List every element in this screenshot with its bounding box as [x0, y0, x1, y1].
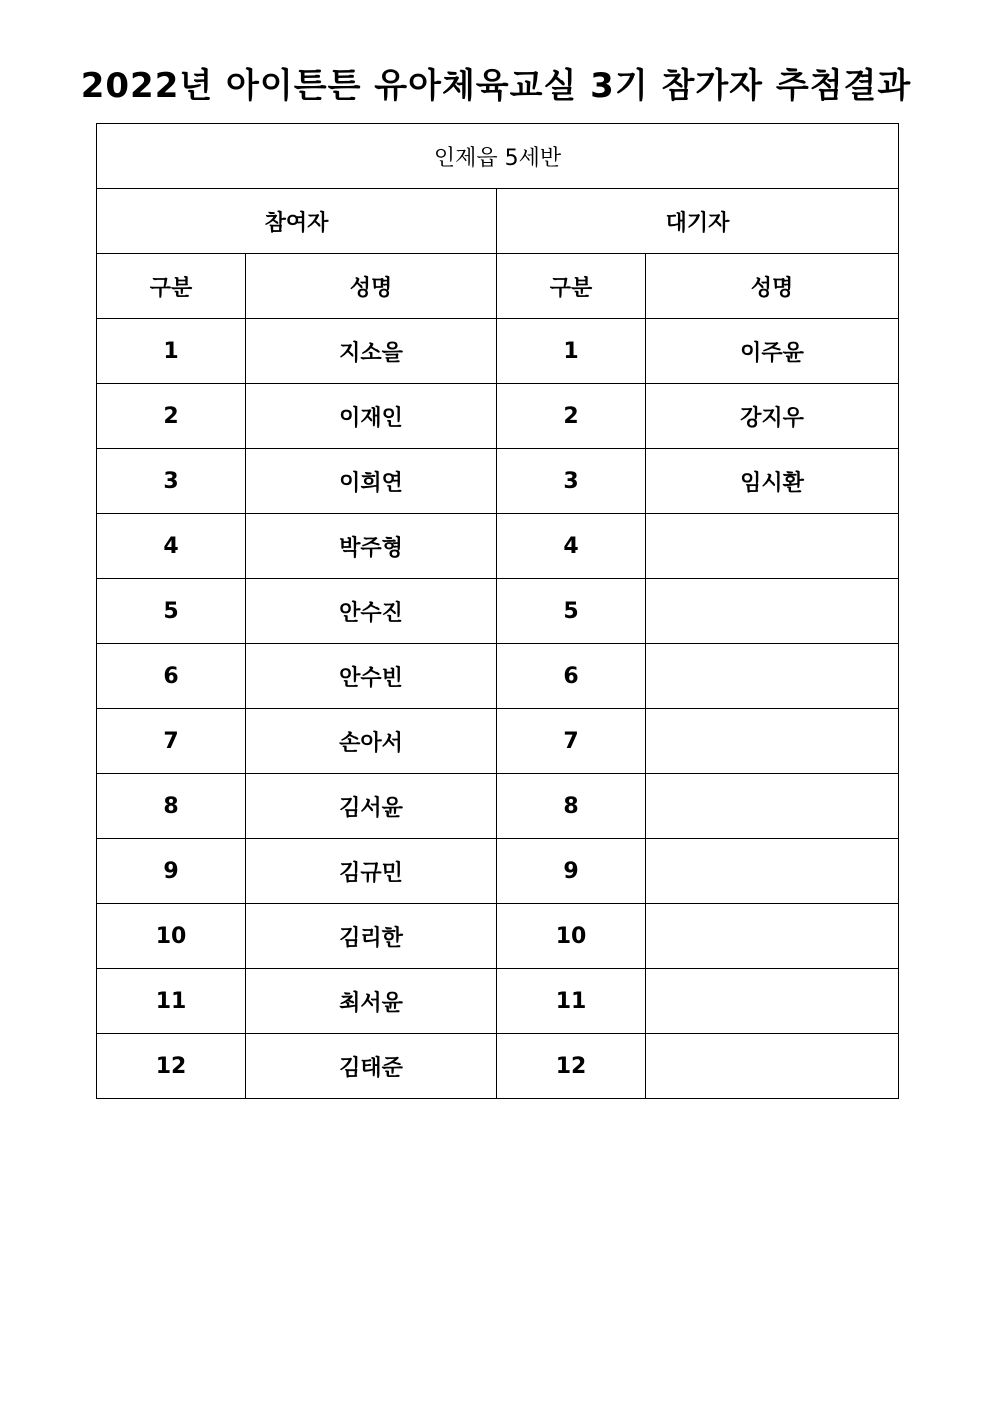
waitlist-no-header: 구분: [497, 254, 646, 319]
waitlist-no-cell: 11: [497, 969, 646, 1034]
participant-no-cell: 4: [97, 514, 246, 579]
page-title: 2022년 아이튼튼 유아체육교실 3기 참가자 추첨결과: [80, 66, 912, 106]
table-row: [97, 514, 899, 579]
table-row: [97, 904, 899, 969]
participant-name-cell: 김태준: [246, 1034, 497, 1099]
waitlist-header: 대기자: [497, 189, 899, 254]
waitlist-name-cell: [646, 1034, 899, 1099]
participant-name-header: 성명: [246, 254, 497, 319]
waitlist-no-cell: 7: [497, 709, 646, 774]
table-row: [97, 1034, 899, 1099]
waitlist-name-cell: [646, 644, 899, 709]
table-row: [97, 774, 899, 839]
table-row: [97, 384, 899, 449]
participant-no-cell: 3: [97, 449, 246, 514]
waitlist-no-cell: 1: [497, 319, 646, 384]
participant-no-header: 구분: [97, 254, 246, 319]
class-name-row: [97, 124, 899, 189]
waitlist-no-cell: 5: [497, 579, 646, 644]
class-name-cell: 인제읍 5세반: [97, 124, 899, 189]
participant-name-cell: 김서윤: [246, 774, 497, 839]
participant-name-cell: 김규민: [246, 839, 497, 904]
waitlist-name-cell: 강지우: [646, 384, 899, 449]
table-row: [97, 969, 899, 1034]
participant-name-cell: 이희연: [246, 449, 497, 514]
waitlist-name-cell: [646, 774, 899, 839]
lottery-result-table: [96, 123, 899, 1099]
participant-no-cell: 8: [97, 774, 246, 839]
table-row: [97, 579, 899, 644]
waitlist-name-cell: 임시환: [646, 449, 899, 514]
waitlist-name-cell: [646, 709, 899, 774]
participant-name-cell: 이재인: [246, 384, 497, 449]
waitlist-name-cell: 이주윤: [646, 319, 899, 384]
waitlist-name-cell: [646, 579, 899, 644]
table-row: [97, 644, 899, 709]
waitlist-name-cell: [646, 514, 899, 579]
participant-name-cell: 손아서: [246, 709, 497, 774]
participant-no-cell: 2: [97, 384, 246, 449]
waitlist-no-cell: 10: [497, 904, 646, 969]
participant-name-cell: 안수진: [246, 579, 497, 644]
participant-no-cell: 11: [97, 969, 246, 1034]
participant-name-cell: 지소을: [246, 319, 497, 384]
table-row: [97, 449, 899, 514]
waitlist-no-cell: 9: [497, 839, 646, 904]
participant-no-cell: 12: [97, 1034, 246, 1099]
participant-header: 참여자: [97, 189, 497, 254]
column-header-row: [97, 254, 899, 319]
waitlist-no-cell: 2: [497, 384, 646, 449]
participant-no-cell: 6: [97, 644, 246, 709]
participant-no-cell: 1: [97, 319, 246, 384]
participant-name-cell: 안수빈: [246, 644, 497, 709]
waitlist-no-cell: 6: [497, 644, 646, 709]
waitlist-name-header: 성명: [646, 254, 899, 319]
participant-name-cell: 최서윤: [246, 969, 497, 1034]
waitlist-name-cell: [646, 904, 899, 969]
table-row: [97, 839, 899, 904]
participant-no-cell: 7: [97, 709, 246, 774]
waitlist-no-cell: 3: [497, 449, 646, 514]
participant-no-cell: 9: [97, 839, 246, 904]
waitlist-no-cell: 4: [497, 514, 646, 579]
participant-name-cell: 박주형: [246, 514, 497, 579]
waitlist-no-cell: 12: [497, 1034, 646, 1099]
waitlist-name-cell: [646, 839, 899, 904]
waitlist-no-cell: 8: [497, 774, 646, 839]
waitlist-name-cell: [646, 969, 899, 1034]
group-header-row: [97, 189, 899, 254]
participant-no-cell: 10: [97, 904, 246, 969]
table-row: [97, 709, 899, 774]
table-row: [97, 319, 899, 384]
participant-name-cell: 김리한: [246, 904, 497, 969]
participant-no-cell: 5: [97, 579, 246, 644]
